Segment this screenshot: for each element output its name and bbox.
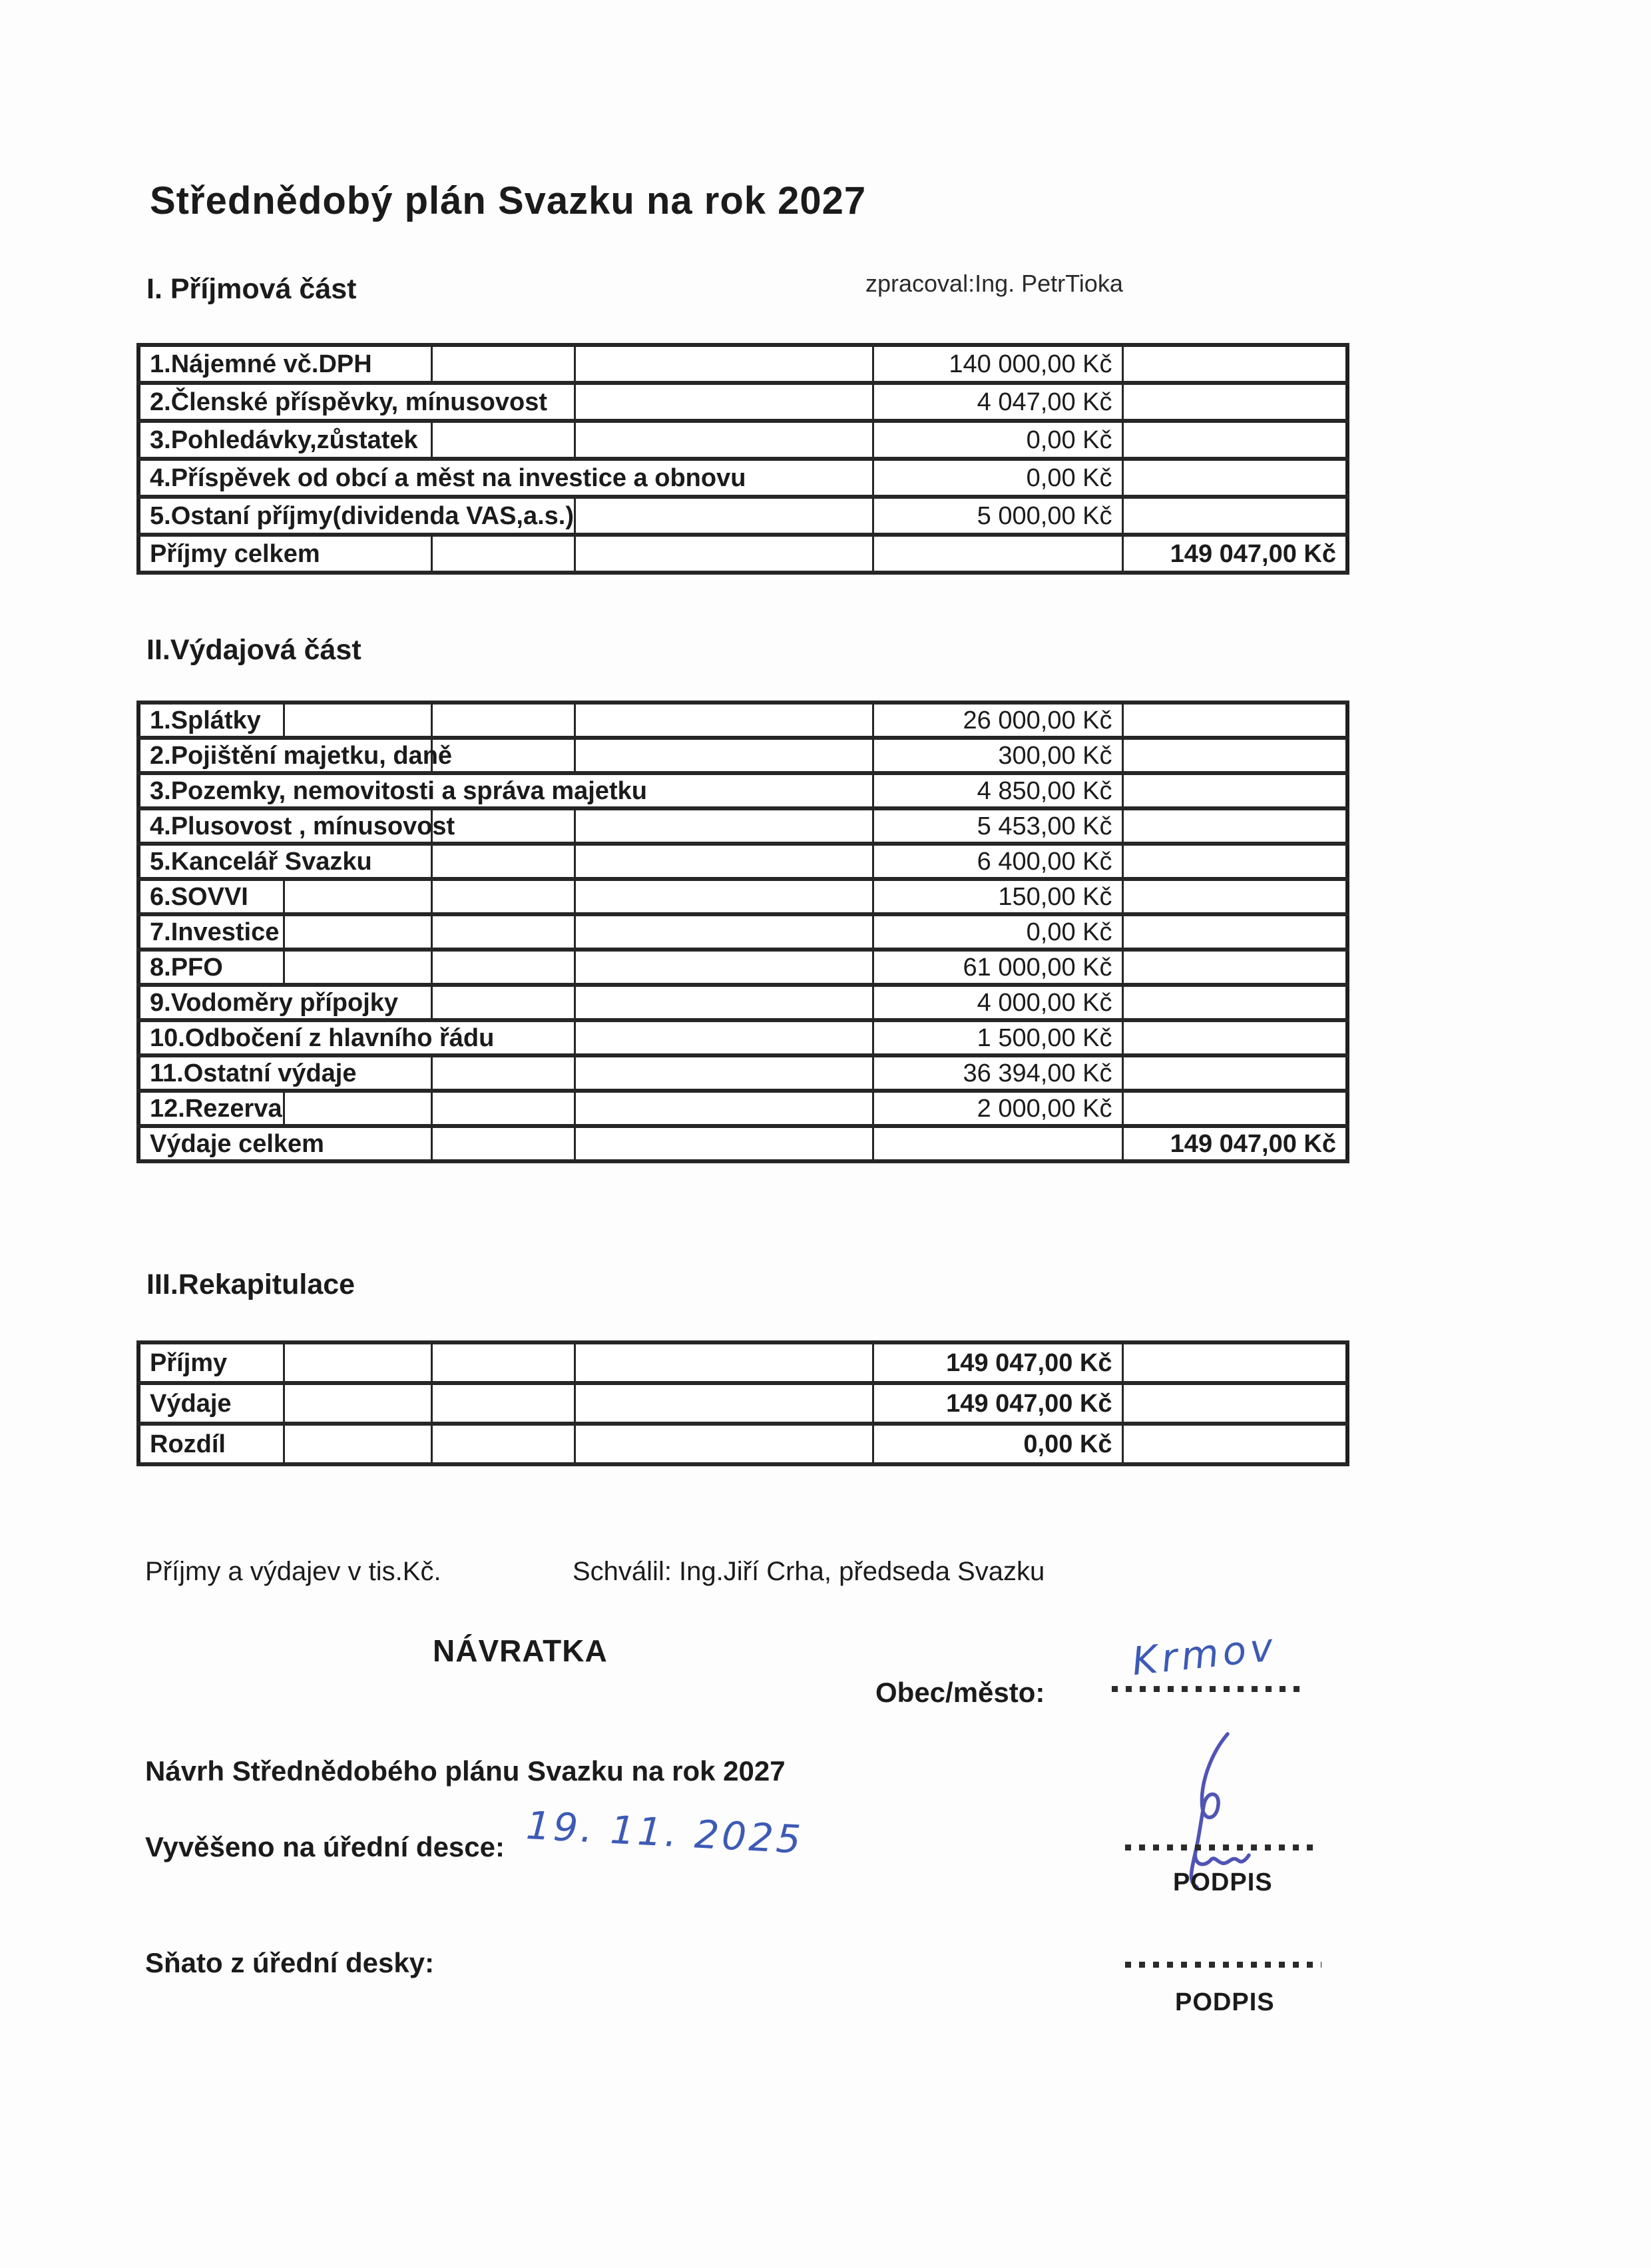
table-row (138, 808, 1347, 844)
empty-cell (284, 703, 431, 738)
row-amount: 4 047,00 Kč (873, 383, 1122, 421)
section-income-heading: I. Příjmová část (146, 273, 357, 305)
table-row (138, 383, 1347, 421)
row-label: Příjmy celkem (138, 535, 431, 573)
signature-caption-second: PODPIS (1175, 1988, 1275, 2016)
table-row (138, 914, 1347, 950)
empty-cell (873, 1126, 1122, 1161)
row-label: 5.Kancelář Svazku (138, 844, 431, 879)
empty-cell (431, 703, 575, 738)
empty-cell (1122, 345, 1347, 383)
empty-cell (1122, 773, 1347, 808)
empty-cell (575, 914, 873, 950)
row-amount: 149 047,00 Kč (873, 1342, 1122, 1383)
empty-cell (1122, 1424, 1347, 1464)
row-label: 2.Členské příspěvky, mínusovost (138, 383, 575, 421)
section-recap-heading: III.Rekapitulace (146, 1269, 355, 1300)
empty-cell (431, 1383, 575, 1424)
table-row (138, 703, 1347, 738)
posted-date-label: Vyvěšeno na úřední desce: (145, 1831, 505, 1862)
empty-cell (1122, 985, 1347, 1020)
empty-cell (1122, 1020, 1347, 1055)
row-label: 6.SOVVI (138, 879, 284, 914)
row-label: Příjmy (138, 1342, 284, 1383)
empty-cell (1122, 1055, 1347, 1091)
empty-cell (575, 1424, 873, 1464)
empty-cell (1122, 738, 1347, 773)
empty-cell (431, 1055, 575, 1091)
recap-table (136, 1340, 1349, 1466)
row-amount: 36 394,00 Kč (873, 1055, 1122, 1091)
row-amount: 0,00 Kč (873, 459, 1122, 497)
row-label: 12.Rezerva (138, 1091, 284, 1126)
row-amount: 5 453,00 Kč (873, 808, 1122, 844)
table-total-row (138, 535, 1347, 573)
page-title: Střednědobý plán Svazku na rok 2027 (150, 179, 867, 222)
empty-cell (431, 1126, 575, 1161)
row-total: 149 047,00 Kč (1122, 1126, 1347, 1161)
row-label: 7.Investice (138, 914, 284, 950)
empty-cell (1122, 844, 1347, 879)
row-amount: 150,00 Kč (873, 879, 1122, 914)
table-row (138, 1055, 1347, 1091)
row-amount: 300,00 Kč (873, 738, 1122, 773)
table-row (138, 497, 1347, 535)
prepared-by-note: zpracoval:Ing. PetrTioka (865, 270, 1123, 297)
row-label: 11.Ostatní výdaje (138, 1055, 431, 1091)
empty-cell (284, 1383, 431, 1424)
removed-dotted-line (1125, 1962, 1321, 1968)
table-row (138, 1091, 1347, 1126)
empty-cell (575, 738, 873, 773)
row-label: 2.Pojištění majetku, daně (138, 738, 431, 773)
empty-cell (1122, 950, 1347, 985)
empty-cell (575, 535, 873, 573)
table-total-row (138, 1126, 1347, 1161)
empty-cell (575, 1020, 873, 1055)
empty-cell (431, 914, 575, 950)
row-amount: 0,00 Kč (873, 914, 1122, 950)
empty-cell (1122, 1091, 1347, 1126)
table-row (138, 345, 1347, 383)
units-note: Příjmy a výdajev v tis.Kč. (145, 1557, 441, 1586)
section-expenses-heading: II.Výdajová část (146, 634, 361, 666)
table-row (138, 985, 1347, 1020)
approved-by-note: Schválil: Ing.Jiří Crha, předseda Svazku (573, 1557, 1045, 1586)
table-row (138, 844, 1347, 879)
row-amount: 140 000,00 Kč (873, 345, 1122, 383)
row-amount: 6 400,00 Kč (873, 844, 1122, 879)
table-row (138, 1020, 1347, 1055)
table-row (138, 1424, 1347, 1464)
row-label: Rozdíl (138, 1424, 284, 1464)
empty-cell (575, 703, 873, 738)
row-label: 4.Plusovost , mínusovost (138, 808, 431, 844)
municipality-handwriting: Krmov (1130, 1623, 1280, 1685)
empty-cell (1122, 497, 1347, 535)
row-label: 5.Ostaní příjmy(dividenda VAS,a.s.) (138, 497, 575, 535)
empty-cell (284, 1091, 431, 1126)
empty-cell (1122, 383, 1347, 421)
row-amount: 5 000,00 Kč (873, 497, 1122, 535)
row-label: 10.Odbočení z hlavního řádu (138, 1020, 575, 1055)
row-amount: 149 047,00 Kč (873, 1383, 1122, 1424)
municipality-label: Obec/město: (875, 1677, 1045, 1708)
empty-cell (1122, 703, 1347, 738)
table-row (138, 738, 1347, 773)
row-label: 9.Vodoměry přípojky (138, 985, 431, 1020)
row-label: 8.PFO (138, 950, 284, 985)
posted-date-handwriting: 19. 11. 2025 (525, 1803, 805, 1862)
empty-cell (431, 1091, 575, 1126)
municipality-dotted-line (1112, 1686, 1301, 1692)
row-amount: 4 000,00 Kč (873, 985, 1122, 1020)
row-label: 3.Pozemky, nemovitosti a správa majetku (138, 773, 873, 808)
empty-cell (1122, 879, 1347, 914)
empty-cell (431, 738, 575, 773)
table-row (138, 1383, 1347, 1424)
empty-cell (431, 844, 575, 879)
empty-cell (1122, 421, 1347, 459)
empty-cell (575, 497, 873, 535)
expenses-table (136, 701, 1349, 1163)
empty-cell (575, 345, 873, 383)
empty-cell (431, 421, 575, 459)
empty-cell (575, 985, 873, 1020)
empty-cell (284, 914, 431, 950)
empty-cell (575, 808, 873, 844)
empty-cell (873, 535, 1122, 573)
row-label: 1.Nájemné vč.DPH (138, 345, 431, 383)
empty-cell (575, 879, 873, 914)
table-row (138, 421, 1347, 459)
empty-cell (284, 1342, 431, 1383)
removed-date-label: Sňato z úřední desky: (145, 1947, 435, 1978)
empty-cell (431, 535, 575, 573)
row-amount: 4 850,00 Kč (873, 773, 1122, 808)
row-label: 1.Splátky (138, 703, 284, 738)
empty-cell (284, 950, 431, 985)
empty-cell (1122, 459, 1347, 497)
table-row (138, 773, 1347, 808)
empty-cell (575, 421, 873, 459)
table-row (138, 1342, 1347, 1383)
income-table (136, 343, 1349, 575)
empty-cell (575, 1091, 873, 1126)
empty-cell (575, 1126, 873, 1161)
empty-cell (575, 950, 873, 985)
row-amount: 0,00 Kč (873, 1424, 1122, 1464)
row-amount: 0,00 Kč (873, 421, 1122, 459)
row-amount: 1 500,00 Kč (873, 1020, 1122, 1055)
table-row (138, 950, 1347, 985)
proposal-title: Návrh Střednědobého plánu Svazku na rok 2027 (145, 1755, 786, 1787)
empty-cell (575, 1383, 873, 1424)
row-amount: 2 000,00 Kč (873, 1091, 1122, 1126)
empty-cell (431, 345, 575, 383)
empty-cell (575, 844, 873, 879)
empty-cell (1122, 1342, 1347, 1383)
table-row (138, 459, 1347, 497)
signature-dotted-line (1125, 1844, 1318, 1850)
empty-cell (1122, 1383, 1347, 1424)
row-amount: 61 000,00 Kč (873, 950, 1122, 985)
empty-cell (431, 879, 575, 914)
return-slip-title: NÁVRATKA (433, 1633, 608, 1668)
row-label: 4.Příspěvek od obcí a měst na investice a obnovu (138, 459, 873, 497)
empty-cell (431, 1424, 575, 1464)
row-label: Výdaje celkem (138, 1126, 431, 1161)
empty-cell (431, 1342, 575, 1383)
signature-caption-first: PODPIS (1173, 1868, 1273, 1896)
row-total: 149 047,00 Kč (1122, 535, 1347, 573)
empty-cell (431, 985, 575, 1020)
empty-cell (575, 1055, 873, 1091)
empty-cell (431, 950, 575, 985)
empty-cell (284, 1424, 431, 1464)
row-amount: 26 000,00 Kč (873, 703, 1122, 738)
row-label: Výdaje (138, 1383, 284, 1424)
empty-cell (284, 879, 431, 914)
empty-cell (1122, 808, 1347, 844)
empty-cell (575, 383, 873, 421)
row-label: 3.Pohledávky,zůstatek (138, 421, 431, 459)
table-row (138, 879, 1347, 914)
empty-cell (575, 1342, 873, 1383)
empty-cell (1122, 914, 1347, 950)
